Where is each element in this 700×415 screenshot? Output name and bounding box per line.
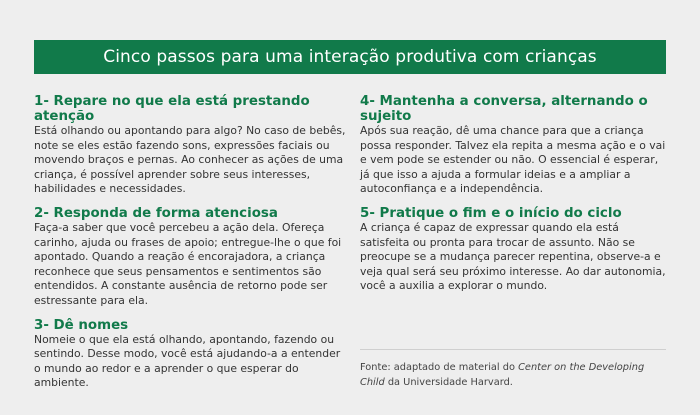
source-note (360, 361, 660, 390)
step-1-body: Está olhando ou apontando para algo? No caso de bebês, note se eles estão fazendo sons, expressões faciais ou movendo braços e pernas. Ao conhecer as ações de uma criança, é possível aprender sobre seus interesses, habilidades e necessidades. (34, 124, 346, 196)
source-suffix: da Universidade Harvard. (384, 376, 513, 388)
step-3 (34, 318, 348, 391)
step-2-heading: 2- Responda de forma atenciosa (34, 205, 278, 221)
step-1-heading: 1- Repare no que ela está prestando atenção (34, 94, 310, 124)
step-3-heading: 3- Dê nomes (34, 317, 129, 333)
step-3-body: Nomeie o que ela está olhando, apontando, fazendo ou sentindo. Desse modo, você está ajudando-a a entender o mundo ao redor e a aprender o que esperar do ambiente. (34, 332, 341, 390)
step-5 (360, 206, 666, 294)
source-prefix: Fonte: adaptado de material do (360, 362, 519, 373)
step-5-body: A criança é capaz de expressar quando ela está satisfeita ou pronta para trocar de assunto. Não se preocupe se a mudança parecer repentina, observe-a e veja qual será seu próximo interesse. Ao dar autonomia, você a auxilia a explorar o mundo. (360, 220, 666, 293)
step-5-heading: 5- Pratique o fim e o início do ciclo (360, 205, 622, 221)
right-column (360, 94, 666, 303)
step-4-heading: 4- Mantenha a conversa, alternando o sujeito (360, 94, 648, 124)
step-4-body: Após sua reação, dê uma chance para que a criança possa responder. Talvez ela repita a mesma ação e o vai e vem pode se estender ou não. O essencial é esperar, já que isso a ajuda a formular ideias e a ampliar a autoconfiança e a independência. (360, 124, 666, 196)
step-2 (34, 206, 348, 309)
step-2-body: Faça-a saber que você percebeu a ação dela. Ofereça carinho, ajuda ou frases de apoio; entregue-lhe o que foi apontado. Quando a reação é encorajadora, a criança reconhece que seus pensamentos e sentimentos são entendidos. A constante ausência de retorno pode ser estressante para ela. (34, 220, 342, 307)
source-divider (360, 349, 666, 350)
left-column (34, 94, 348, 400)
page-title: Cinco passos para uma interação produtiva com crianças (34, 40, 666, 74)
source-institution: Center on the Developing Child (360, 362, 645, 388)
step-4 (360, 94, 666, 197)
step-1 (34, 94, 348, 197)
